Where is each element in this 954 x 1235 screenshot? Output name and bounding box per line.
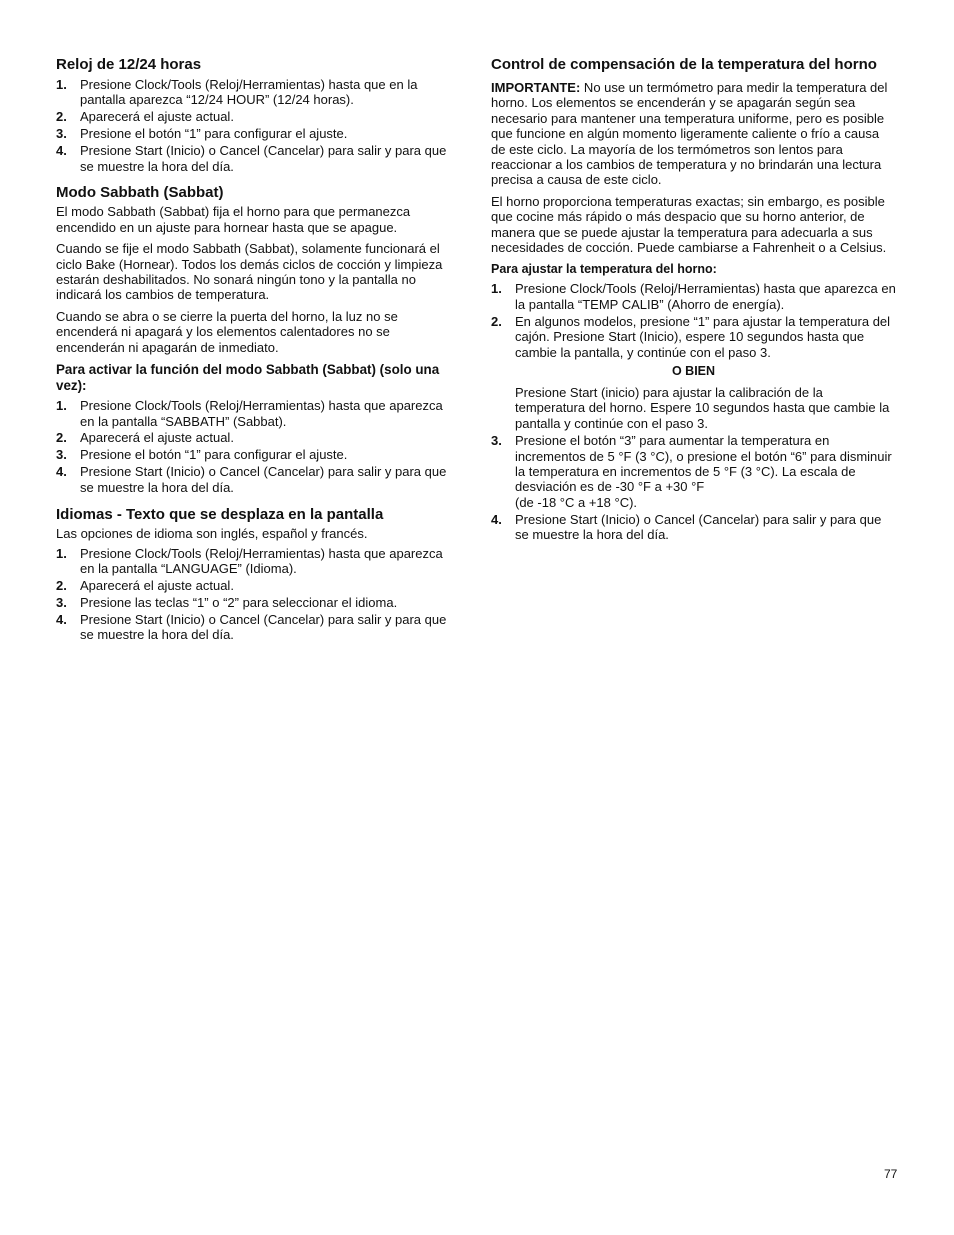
section-temp-calibration: [491, 56, 896, 543]
subsection-title: Para activar la función del modo Sabbath (Sabbat) (solo una vez):: [56, 362, 440, 394]
page-number: 77: [884, 1167, 898, 1181]
step-number: 3.: [491, 433, 502, 449]
steps-list: [491, 433, 896, 542]
section-title: Reloj de 12/24 horas: [56, 56, 202, 73]
important-label: IMPORTANTE:: [491, 80, 581, 95]
step-number: 3.: [56, 447, 67, 463]
step-text: En algunos modelos, presione “1” para ajustar la temperatura del cajón. Presione Start (Inicio), espere 10 segundos hasta que cambie la pantalla, y continúe con el paso 3.: [515, 313, 891, 360]
subsection-title: Para ajustar la temperatura del horno:: [491, 262, 717, 277]
step-text: Presione Clock/Tools (Reloj/Herramientas) hasta que aparezca en la pantalla “TEMP CALIB” (Ahorro de energía).: [515, 281, 896, 312]
list-item: [56, 109, 456, 124]
step-number: 1.: [56, 545, 67, 561]
step-text: Presione las teclas “1” o “2” para seleccionar el idioma.: [80, 595, 398, 611]
list-item: [56, 578, 456, 593]
paragraph: Las opciones de idioma son inglés, español y francés.: [56, 525, 368, 541]
step-text-continuation: (de -18 °C a +18 °C).: [515, 494, 638, 510]
left-column: [56, 56, 456, 644]
section-title: Idiomas - Texto que se desplaza en la pantalla: [56, 505, 384, 523]
step-number: 1.: [491, 281, 502, 297]
step-number: 2.: [56, 109, 67, 125]
paragraph: El horno proporciona temperaturas exactas; sin embargo, es posible que cocine más rápido o más despacio que su horno anterior, de manera que se puede ajustar la temperatura para adecuarla a sus necesidades de cocción. Puede cambiarse a Fahrenheit o a Celsius.: [491, 193, 887, 256]
step-text: Presione Clock/Tools (Reloj/Herramientas) hasta que aparezca en la pantalla “SABBATH” (Sabbat).: [80, 398, 443, 429]
step-text: Presione Clock/Tools (Reloj/Herramientas) hasta que aparezca en la pantalla “LANGUAGE” (Idioma).: [80, 545, 443, 577]
section-clock-12-24: [56, 56, 456, 174]
step-text: Presione Start (Inicio) o Cancel (Cancelar) para salir y para que se muestre la hora del día.: [515, 511, 882, 543]
list-item: [491, 281, 896, 312]
step-number: 2.: [491, 313, 502, 329]
important-paragraph: [491, 80, 896, 188]
step-text: Presione Start (Inicio) o Cancel (Cancelar) para salir y para que se muestre la hora del día.: [80, 612, 447, 643]
step-text: Aparecerá el ajuste actual.: [80, 430, 234, 446]
list-item: [56, 398, 456, 429]
list-item: [491, 433, 896, 510]
step-text: Presione Clock/Tools (Reloj/Herramientas) hasta que en la pantalla aparezca “12/24 HOUR” (12/24 horas).: [80, 77, 418, 108]
list-item: [56, 595, 456, 610]
step-number: 4.: [56, 143, 67, 159]
step-text: Presione el botón “1” para configurar el ajuste.: [80, 447, 348, 463]
steps-list: [491, 281, 896, 360]
step-number: 3.: [56, 595, 67, 611]
step-text: Aparecerá el ajuste actual.: [80, 109, 234, 125]
list-item: [56, 546, 456, 577]
or-label: O BIEN: [671, 364, 716, 378]
or-paragraph: Presione Start (inicio) para ajustar la calibración de la temperatura del horno. Espere 10 segundos hasta que cambie la pantalla y continúe con el paso 3.: [515, 385, 890, 431]
list-item: [56, 77, 456, 108]
step-text: Presione el botón “3” para aumentar la temperatura en incrementos de 5 °F (3 °C), o presione el botón “6” para disminuir la temperatura en incrementos de 5 °F (3 °C). La escala de desviación es de -30 °F a +30 °F: [515, 433, 892, 495]
step-number: 1.: [56, 77, 67, 92]
step-number: 4.: [56, 464, 67, 480]
step-number: 4.: [56, 612, 67, 628]
steps-list: [56, 546, 456, 643]
step-number: 1.: [56, 398, 67, 414]
important-text: No use un termómetro para medir la temperatura del horno. Los elementos se encenderán y se apagarán según sea necesario para mantener una temperatura uniforme, pero es posible que funcione en algún momento ligeramente caliente o frío a causa de este ciclo. La mayoría de los termómetros son lentos para reaccionar a los cambios de temperatura y no brindarán una lectura precisa a causa de este ciclo.: [491, 80, 888, 188]
paragraph: Cuando se abra o se cierre la puerta del horno, la luz no se encenderá ni apagará y los elementos calentadores no se encenderán ni apagarán de inmediato.: [56, 308, 398, 355]
list-item: [56, 143, 456, 174]
list-item: [56, 430, 456, 445]
section-title: Modo Sabbath (Sabbat): [56, 184, 224, 202]
step-text: Presione Start (Inicio) o Cancel (Cancelar) para salir y para que se muestre la hora del día.: [80, 464, 447, 495]
steps-list: [56, 398, 456, 495]
right-column: [491, 56, 896, 544]
list-item: [56, 464, 456, 495]
paragraph: El modo Sabbath (Sabbat) fija el horno para que permanezca encendido en un ajuste para hornear hasta que se apague.: [56, 204, 411, 235]
list-item: [56, 612, 456, 643]
step-number: 4.: [491, 511, 502, 527]
step-number: 2.: [56, 578, 67, 594]
list-item: [491, 512, 896, 543]
section-languages: [56, 506, 456, 643]
step-text: Aparecerá el ajuste actual.: [80, 578, 234, 594]
step-number: 2.: [56, 430, 67, 446]
paragraph: Cuando se fije el modo Sabbath (Sabbat), solamente funcionará el ciclo Bake (Hornear). Todos los demás ciclos de cocción y limpieza estarán deshabilitados. No sonará ningún tono y la pantalla no indicará los cambios de temperatura.: [56, 241, 443, 303]
steps-list: [56, 77, 456, 174]
step-number: 3.: [56, 126, 67, 142]
list-item: [56, 447, 456, 462]
list-item: [491, 314, 896, 360]
list-item: [56, 126, 456, 141]
step-text: Presione Start (Inicio) o Cancel (Cancelar) para salir y para que se muestre la hora del día.: [80, 143, 447, 174]
section-sabbath: [56, 184, 456, 495]
section-title: Control de compensación de la temperatura del horno: [491, 56, 877, 73]
step-text: Presione el botón “1” para configurar el ajuste.: [80, 126, 348, 142]
